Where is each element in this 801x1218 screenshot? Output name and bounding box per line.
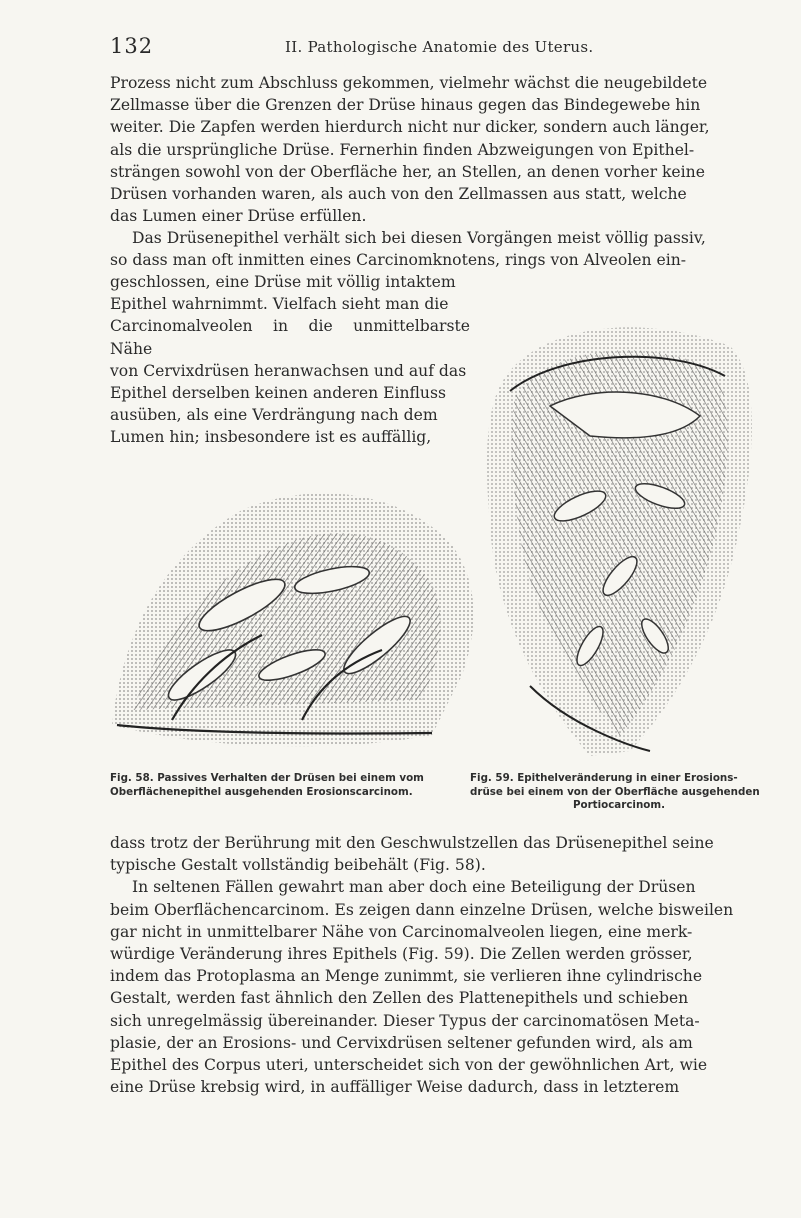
text-line: Epithel des Corpus uteri, unterscheidet sich von der gewöhnlichen Art, wie: [110, 1056, 708, 1075]
text-line: Zellmasse über die Grenzen der Drüse hinaus gegen das Bindegewebe hin: [110, 96, 701, 115]
text-line: dass trotz der Berührung mit den Geschwulstzellen das Drüsenepithel seine: [110, 834, 714, 852]
paragraph-3: [110, 832, 764, 1098]
text-line: Lumen hin; insbesondere ist es auffällig,: [110, 428, 432, 447]
text-line: würdige Veränderung ihres Epithels (Fig. 59). Die Zellen werden grösser,: [110, 945, 693, 964]
text-line: In seltenen Fällen gewahrt man aber doch eine Beteiligung der Drüsen: [132, 878, 696, 897]
caption-line: Fig. 59. Epithelveränderung in einer Erosions-: [470, 772, 738, 784]
caption-line: Portiocarcinom.: [572, 799, 666, 812]
text-line: ausüben, als eine Verdrängung nach dem: [110, 406, 438, 425]
text-line: als die ursprüngliche Drüse. Fernerhin finden Abzweigungen von Epithel-: [110, 140, 695, 159]
caption-line: drüse bei einem von der Oberfläche ausgehenden: [470, 785, 760, 798]
text-line: weiter. Die Zapfen werden hierdurch nicht nur dicker, sondern auch länger,: [110, 118, 710, 137]
text-line: plasie, der an Erosions- und Cervixdrüsen seltener gefunden wird, als am: [110, 1033, 693, 1052]
text-line: Epithel wahrnimmt. Vielfach sieht man die: [110, 295, 449, 314]
text-line: Carcinomalveolen in die unmittelbarste Nähe: [110, 317, 470, 358]
text-line: geschlossen, eine Drüse mit völlig intaktem: [110, 273, 456, 291]
figure-59-caption: [470, 772, 768, 813]
text-line: beim Oberflächencarcinom. Es zeigen dann einzelne Drüsen, welche bisweilen: [110, 900, 734, 919]
text-line: so dass man oft inmitten eines Carcinomknotens, rings von Alveolen ein-: [110, 251, 687, 270]
text-line: eine Drüse krebsig wird, in auffälliger Weise dadurch, dass in letzterem: [110, 1078, 680, 1097]
figure-58-caption: [110, 772, 448, 799]
text-line: von Cervixdrüsen heranwachsen und auf das: [110, 361, 467, 380]
page-header: [110, 34, 760, 58]
caption-line: Fig. 58. Passives Verhalten der Drüsen bei einem vom: [110, 772, 424, 784]
figure-59-illustration: [470, 306, 760, 764]
text-line: gar nicht in unmittelbarer Nähe von Carcinomalveolen liegen, eine merk-: [110, 922, 693, 941]
page-number: 132: [110, 34, 154, 58]
text-line: Das Drüsenepithel verhält sich bei diesen Vorgängen meist völlig passiv,: [132, 229, 706, 247]
paragraph-2: [110, 227, 764, 271]
running-head: II. Pathologische Anatomie des Uterus.: [285, 38, 594, 56]
text-line: das Lumen einer Drüse erfüllen.: [110, 207, 367, 226]
text-line: Drüsen vorhanden waren, als auch von den Zellmassen aus statt, welche: [110, 185, 687, 204]
text-line: sich unregelmässig übereinander. Dieser Typus der carcinomatösen Meta-: [110, 1011, 700, 1030]
figure-58-illustration: [102, 485, 482, 760]
text-line: Epithel derselben keinen anderen Einfluss: [110, 384, 446, 403]
text-line: Gestalt, werden fast ähnlich den Zellen des Plattenepithels und schieben: [110, 989, 689, 1008]
text-line: Prozess nicht zum Abschluss gekommen, vielmehr wächst die neugebildete: [110, 74, 708, 92]
caption-line: Oberflächenepithel ausgehenden Erosionscarcinom.: [110, 785, 413, 798]
text-line: typische Gestalt vollständig beibehält (Fig. 58).: [110, 856, 486, 875]
paragraph-1: [110, 72, 764, 227]
text-line: indem das Protoplasma an Menge zunimmt, sie verlieren ihne cylindrische: [110, 967, 703, 986]
text-line: strängen sowohl von der Oberfläche her, an Stellen, an denen vorher keine: [110, 162, 705, 181]
paragraph-2-narrow: [110, 271, 470, 449]
